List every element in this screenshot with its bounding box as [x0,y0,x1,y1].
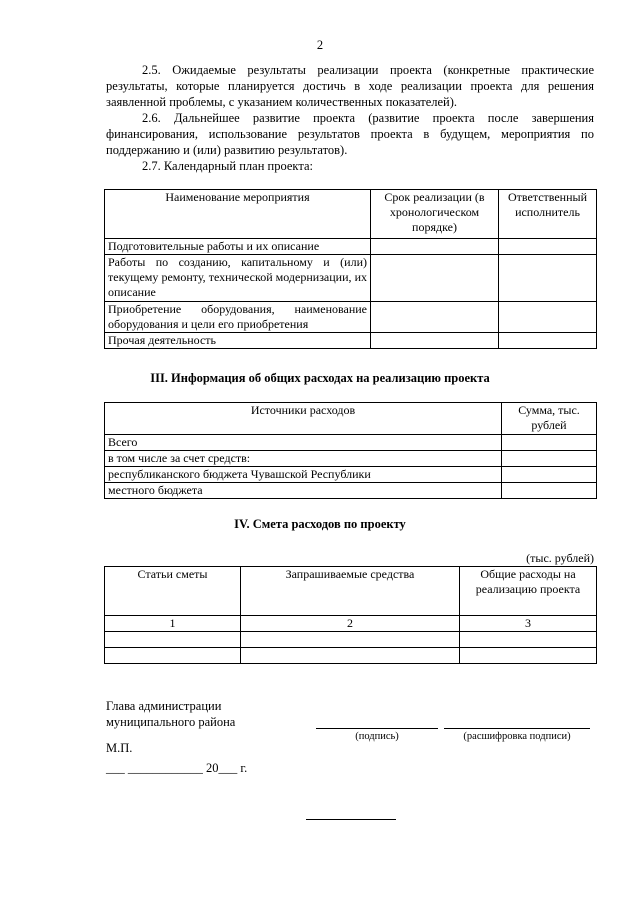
table-row [105,302,597,333]
expense-row-label: местного бюджета [105,483,502,499]
section3-heading: III. Информация об общих расходах на реализацию проекта [150,371,490,385]
table-row [105,632,597,648]
header-total-expenses: Общие расходы на реализацию проекта [460,567,597,616]
estimate-cell-empty [460,648,597,664]
estimate-cell-empty [241,648,460,664]
date-line: ___ ____________ 20___ г. [106,761,248,775]
expense-row-label: республиканского бюджета Чувашской Республики [105,467,502,483]
expense-cell-empty [502,451,597,467]
calendar-plan-table [104,189,597,349]
table-row [105,435,597,451]
calendar-cell-empty [371,333,499,349]
table-row [105,255,597,302]
column-number: 1 [105,616,241,632]
signature-caption: (подпись) [355,731,399,742]
expense-row-label: Всего [105,435,502,451]
estimate-cell-empty [241,632,460,648]
header-budget-items: Статьи сметы [105,567,241,616]
table-row [105,239,597,255]
expense-cell-empty [502,435,597,451]
expense-cell-empty [502,483,597,499]
header-deadline: Срок реализации (в хронологическом порядке) [371,190,499,239]
calendar-cell-empty [371,239,499,255]
paragraph-2-7: 2.7. Календарный план проекта: [142,159,313,173]
estimate-number-row [105,616,597,632]
table-row [105,333,597,349]
expense-row-label: в том числе за счет средств: [105,451,502,467]
calendar-cell-empty [371,302,499,333]
header-event-name: Наименование мероприятия [105,190,371,239]
paragraph-2-5: 2.5. Ожидаемые результаты реализации проекта (конкретные практические результаты, которые планируется достичь в ходе реализации проекта для решения заявленной проблемы, с указанием количественных показателей). [106,63,594,109]
page-number: 2 [316,38,324,52]
section4-heading: IV. Смета расходов по проекту [234,517,406,531]
paragraph-2-6: 2.6. Дальнейшее развитие проекта (развитие проекта после завершения финансирования, использование результатов проекта в будущем, мероприятия по поддержанию и (или) развитию результатов). [106,111,594,157]
stamp-place: М.П. [106,741,133,755]
calendar-row-label: Работы по созданию, капитальному и (или) текущему ремонту, технической модернизации, их описание [105,255,371,302]
header-responsible: Ответственный исполнитель [499,190,597,239]
calendar-row-label: Подготовительные работы и их описание [105,239,371,255]
estimate-cell-empty [105,648,241,664]
calendar-header-row [105,190,597,239]
signatory-title-line2: муниципального района [106,715,236,729]
calendar-cell-empty [499,255,597,302]
unit-note: (тыс. рублей) [526,551,594,565]
end-divider [306,819,396,820]
expenses-header-row [105,403,597,435]
calendar-cell-empty [499,239,597,255]
table-row [105,648,597,664]
calendar-row-label: Прочая деятельность [105,333,371,349]
calendar-cell-empty [371,255,499,302]
project-paragraphs [106,62,594,174]
header-amount: Сумма, тыс. рублей [502,403,597,435]
table-row [105,467,597,483]
signatory-title [106,698,235,730]
estimate-header-row [105,567,597,616]
calendar-row-label: Приобретение оборудования, наименование оборудования и цели его приобретения [105,302,371,333]
decoding-line [444,728,590,729]
estimate-cell-empty [460,632,597,648]
expense-cell-empty [502,467,597,483]
decoding-caption: (расшифровка подписи) [463,731,571,742]
header-sources: Источники расходов [105,403,502,435]
calendar-cell-empty [499,302,597,333]
estimate-cell-empty [105,632,241,648]
cost-estimate-table [104,566,597,664]
column-number: 2 [241,616,460,632]
column-number: 3 [460,616,597,632]
table-row [105,451,597,467]
header-requested-funds: Запрашиваемые средства [241,567,460,616]
calendar-cell-empty [499,333,597,349]
signatory-title-line1: Глава администрации [106,699,222,713]
table-row [105,483,597,499]
signature-line [316,728,438,729]
expenses-sources-table [104,402,597,499]
